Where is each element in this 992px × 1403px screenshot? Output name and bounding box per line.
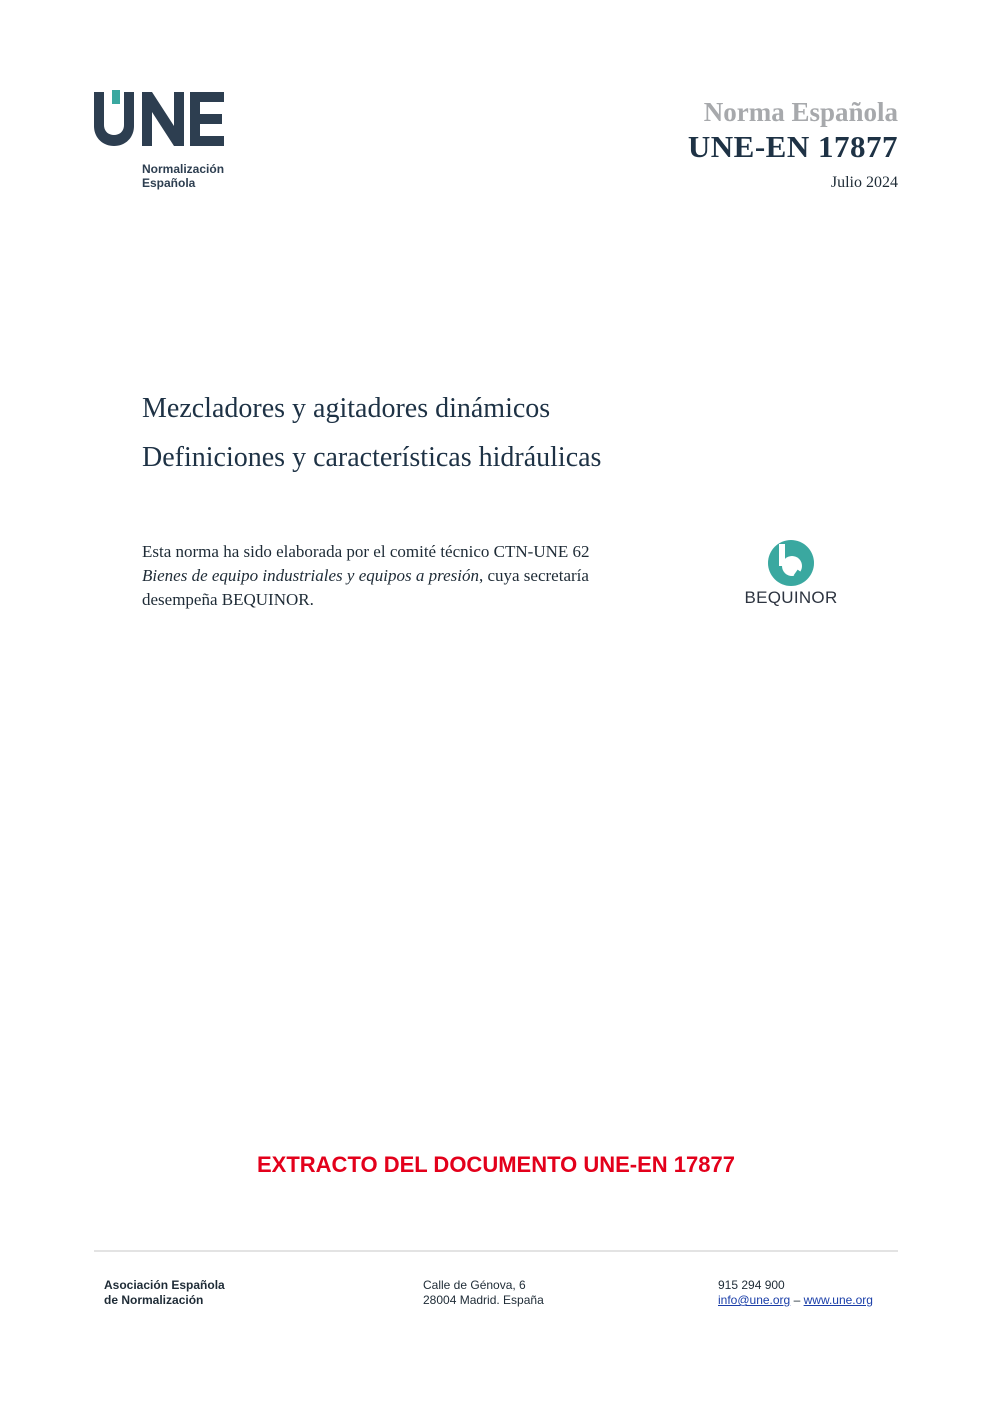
footer-org-line1: Asociación Española: [104, 1278, 225, 1292]
footer-address-line1: Calle de Génova, 6: [423, 1278, 526, 1292]
committee-text-before: Esta norma ha sido elaborada por el comité técnico CTN-UNE 62: [142, 542, 590, 561]
footer-organization: [104, 1278, 225, 1308]
extract-banner: EXTRACTO DEL DOCUMENTO UNE-EN 17877: [257, 1152, 735, 1177]
email-link[interactable]: info@une.org: [718, 1293, 791, 1307]
footer-address-line2: 28004 Madrid. España: [423, 1293, 544, 1307]
bequinor-logo: [738, 538, 844, 618]
une-subtitle-line2: Española: [142, 176, 196, 190]
standard-label: Norma Española: [703, 97, 898, 127]
title-line-2: Definiciones y características hidráulicas: [142, 442, 602, 473]
une-logo: [92, 88, 242, 198]
footer-phone: 915 294 900: [718, 1278, 785, 1292]
footer-org-line2: de Normalización: [104, 1293, 204, 1307]
footer-separator: –: [793, 1293, 801, 1307]
footer-links: [718, 1293, 873, 1308]
footer-contact: [718, 1278, 873, 1308]
bequinor-name: BEQUINOR: [744, 588, 838, 607]
une-subtitle-line1: Normalización: [142, 162, 225, 176]
committee-name: Bienes de equipo industriales y equipos a presión: [142, 566, 479, 585]
publication-date: Julio 2024: [830, 174, 898, 191]
document-title: [142, 384, 601, 482]
standard-header: [688, 96, 898, 194]
committee-statement: [142, 540, 612, 612]
title-line-1: Mezcladores y agitadores dinámicos: [142, 393, 551, 424]
website-link[interactable]: www.une.org: [803, 1293, 873, 1307]
footer-address: [423, 1278, 544, 1308]
une-wordmark-icon: [92, 88, 232, 148]
bequinor-icon: [765, 538, 817, 588]
footer-divider: [94, 1250, 898, 1252]
standard-code: UNE-EN 17877: [687, 129, 898, 164]
committee-text-after: , cuya secretaría desempeña BEQUINOR.: [142, 566, 589, 609]
une-subtitle: [142, 162, 224, 190]
